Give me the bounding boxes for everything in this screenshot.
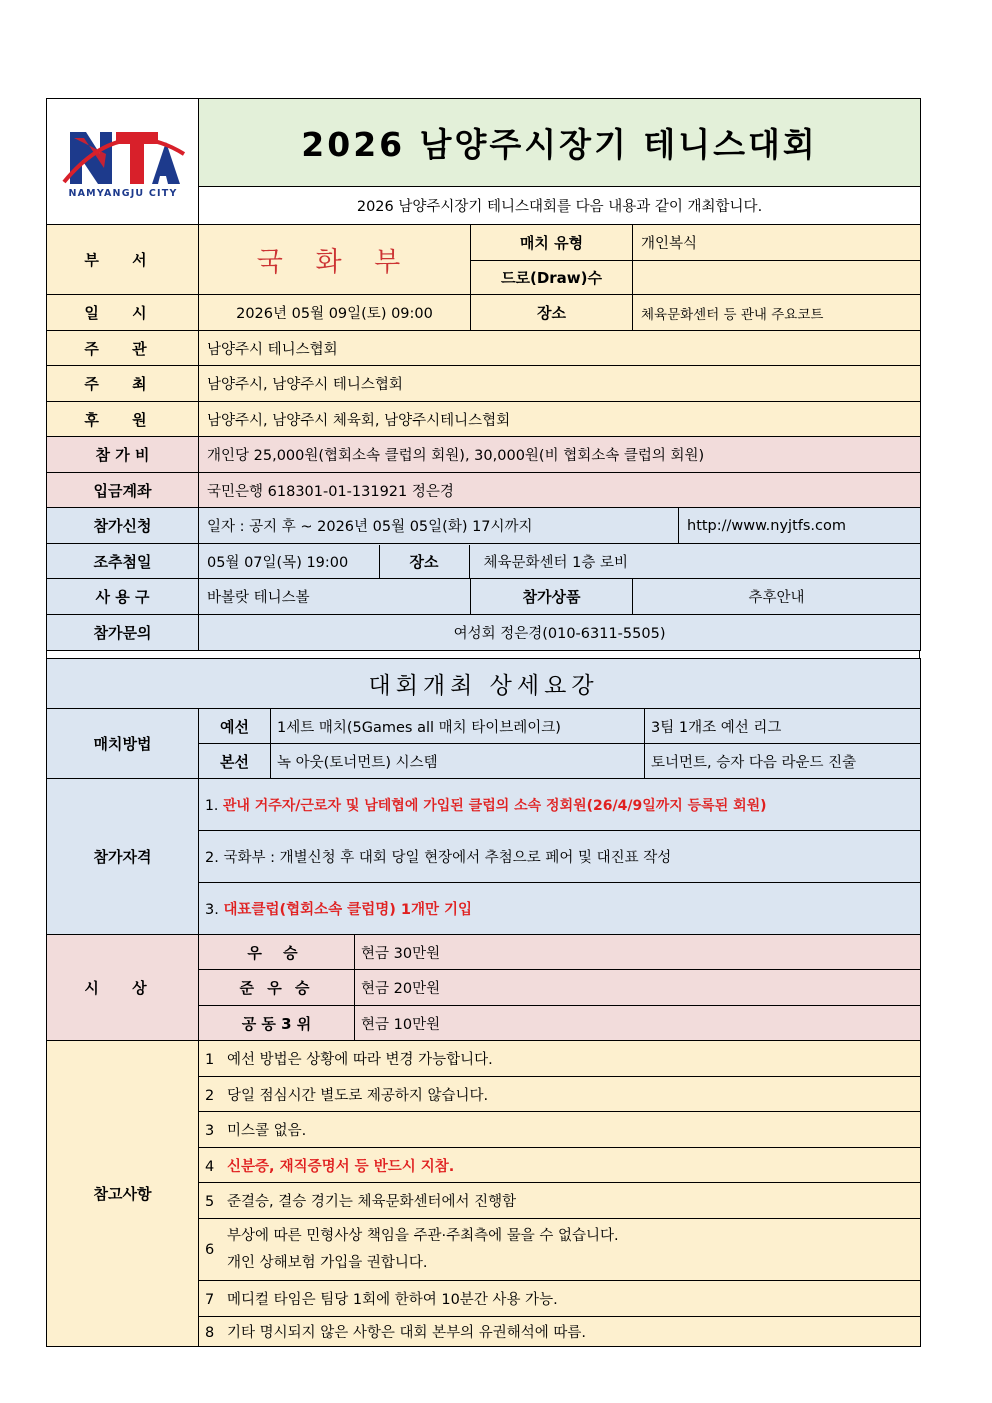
draw-date-value: 05월 07일(목) 19:00: [199, 545, 379, 578]
apply-value: 일자 : 공지 후 ~ 2026년 05월 05일(화) 17시까지: [199, 508, 679, 544]
match-method-label: 매치방법: [47, 709, 199, 779]
note-1: 1 예선 방법은 상황에 따라 변경 가능합니다.: [199, 1041, 921, 1077]
date-value: 2026년 05월 09일(토) 09:00: [199, 295, 471, 331]
ball-label: 사 용 구: [47, 579, 199, 615]
eligibility-1: 1. 관내 거주자/근로자 및 남테협에 가입된 클럽의 소속 정회원(26/4/9일까지 등록된 회원): [199, 779, 921, 831]
dept-label: 부 서: [47, 225, 199, 295]
logo-cell: [47, 99, 199, 225]
note-7: 7 메디컬 타임은 팀당 1회에 한하여 10분간 사용 가능.: [199, 1281, 921, 1317]
draw-label: 드로(Draw)수: [471, 261, 633, 295]
final-note: 토너먼트, 승자 다음 라운드 진출: [645, 744, 921, 779]
award-3-value: 현금 10만원: [355, 1006, 921, 1041]
subtitle: 2026 남양주시장기 테니스대회를 다음 내용과 같이 개최합니다.: [199, 187, 921, 225]
prize-goods-label: 참가상품: [471, 579, 633, 615]
venue-label: 장소: [471, 295, 633, 331]
note-6: 6 부상에 따른 민형사상 책임을 주관·주최측에 물을 수 없습니다. 개인 상해보험 가입을 권합니다.: [199, 1219, 921, 1281]
note-2: 2 당일 점심시간 별도로 제공하지 않습니다.: [199, 1077, 921, 1112]
ball-value: 바볼랏 테니스볼: [199, 579, 471, 615]
final-value: 녹 아웃(토너먼트) 시스템: [271, 744, 645, 779]
match-type-label: 매치 유형: [471, 225, 633, 261]
prelim-value: 1세트 매치(5Games all 매치 타이브레이크): [271, 709, 645, 744]
match-type-value: 개인복식: [633, 225, 921, 261]
venue-value: 체육문화센터 등 관내 주요코트: [633, 295, 921, 331]
date-label: 일 시: [47, 295, 199, 331]
dept-value: 국 화 부: [199, 225, 471, 295]
award-2-label: 준 우 승: [199, 970, 355, 1006]
eligibility-label: 참가자격: [47, 779, 199, 935]
fee-label: 참 가 비: [47, 437, 199, 473]
details-heading: 대회개최 상세요강: [47, 659, 921, 709]
logo-graphic: [56, 124, 190, 200]
account-value: 국민은행 618301-01-131921 정은경: [199, 473, 921, 508]
note-3: 3 미스콜 없음.: [199, 1112, 921, 1148]
notes-label: 참고사항: [47, 1041, 199, 1347]
section-gap: [46, 651, 920, 658]
logo-text: NAMYANGJU CITY: [67, 187, 178, 199]
award-1-label: 우 승: [199, 935, 355, 970]
page-title: 2026 남양주시장기 테니스대회: [199, 99, 921, 187]
draw-venue-label: 장소: [379, 545, 469, 578]
note-5: 5 준결승, 결승 경기는 체육문화센터에서 진행함: [199, 1183, 921, 1219]
organizer-value: 남양주시, 남양주시 테니스협회: [199, 366, 921, 402]
account-label: 입금계좌: [47, 473, 199, 508]
document: [46, 98, 920, 1347]
prelim-note: 3팀 1개조 예선 리그: [645, 709, 921, 744]
contact-label: 참가문의: [47, 615, 199, 651]
sponsor-value: 남양주시, 남양주시 체육회, 남양주시테니스협회: [199, 402, 921, 437]
award-1-value: 현금 30만원: [355, 935, 921, 970]
fee-value: 개인당 25,000원(협회소속 클럽의 회원), 30,000원(비 협회소속 클럽의 회원): [199, 437, 921, 473]
award-label: 시 상: [47, 935, 199, 1041]
award-2-value: 현금 20만원: [355, 970, 921, 1006]
draw-date-label: 조추첨일: [47, 544, 199, 579]
draw-venue-value: 체육문화센터 1층 로비: [483, 554, 629, 571]
note-8: 8 기타 명시되지 않은 사항은 대회 본부의 유권해석에 따름.: [199, 1317, 921, 1347]
prelim-label: 예선: [199, 709, 271, 744]
info-table: [46, 98, 921, 651]
nyta-logo: [56, 124, 190, 200]
details-table: [46, 658, 921, 1347]
apply-label: 참가신청: [47, 508, 199, 544]
host-value: 남양주시 테니스협회: [199, 331, 921, 366]
note-4: 4 신분증, 재직증명서 등 반드시 지참.: [199, 1148, 921, 1183]
prize-goods-value: 추후안내: [633, 579, 921, 615]
sponsor-label: 후 원: [47, 402, 199, 437]
organizer-label: 주 최: [47, 366, 199, 402]
eligibility-2: 2. 국화부 : 개별신청 후 대회 당일 현장에서 추첨으로 페어 및 대진표 작성: [199, 831, 921, 883]
contact-value: 여성회 정은경(010-6311-5505): [199, 615, 921, 651]
draw-value: [633, 261, 921, 295]
award-3-label: 공 동 3 위: [199, 1006, 355, 1041]
host-label: 주 관: [47, 331, 199, 366]
final-label: 본선: [199, 744, 271, 779]
apply-url[interactable]: http://www.nyjtfs.com: [679, 508, 921, 544]
eligibility-3: 3. 대표클럽(협회소속 클럽명) 1개만 기입: [199, 883, 921, 935]
draw-date-row: [199, 544, 921, 579]
